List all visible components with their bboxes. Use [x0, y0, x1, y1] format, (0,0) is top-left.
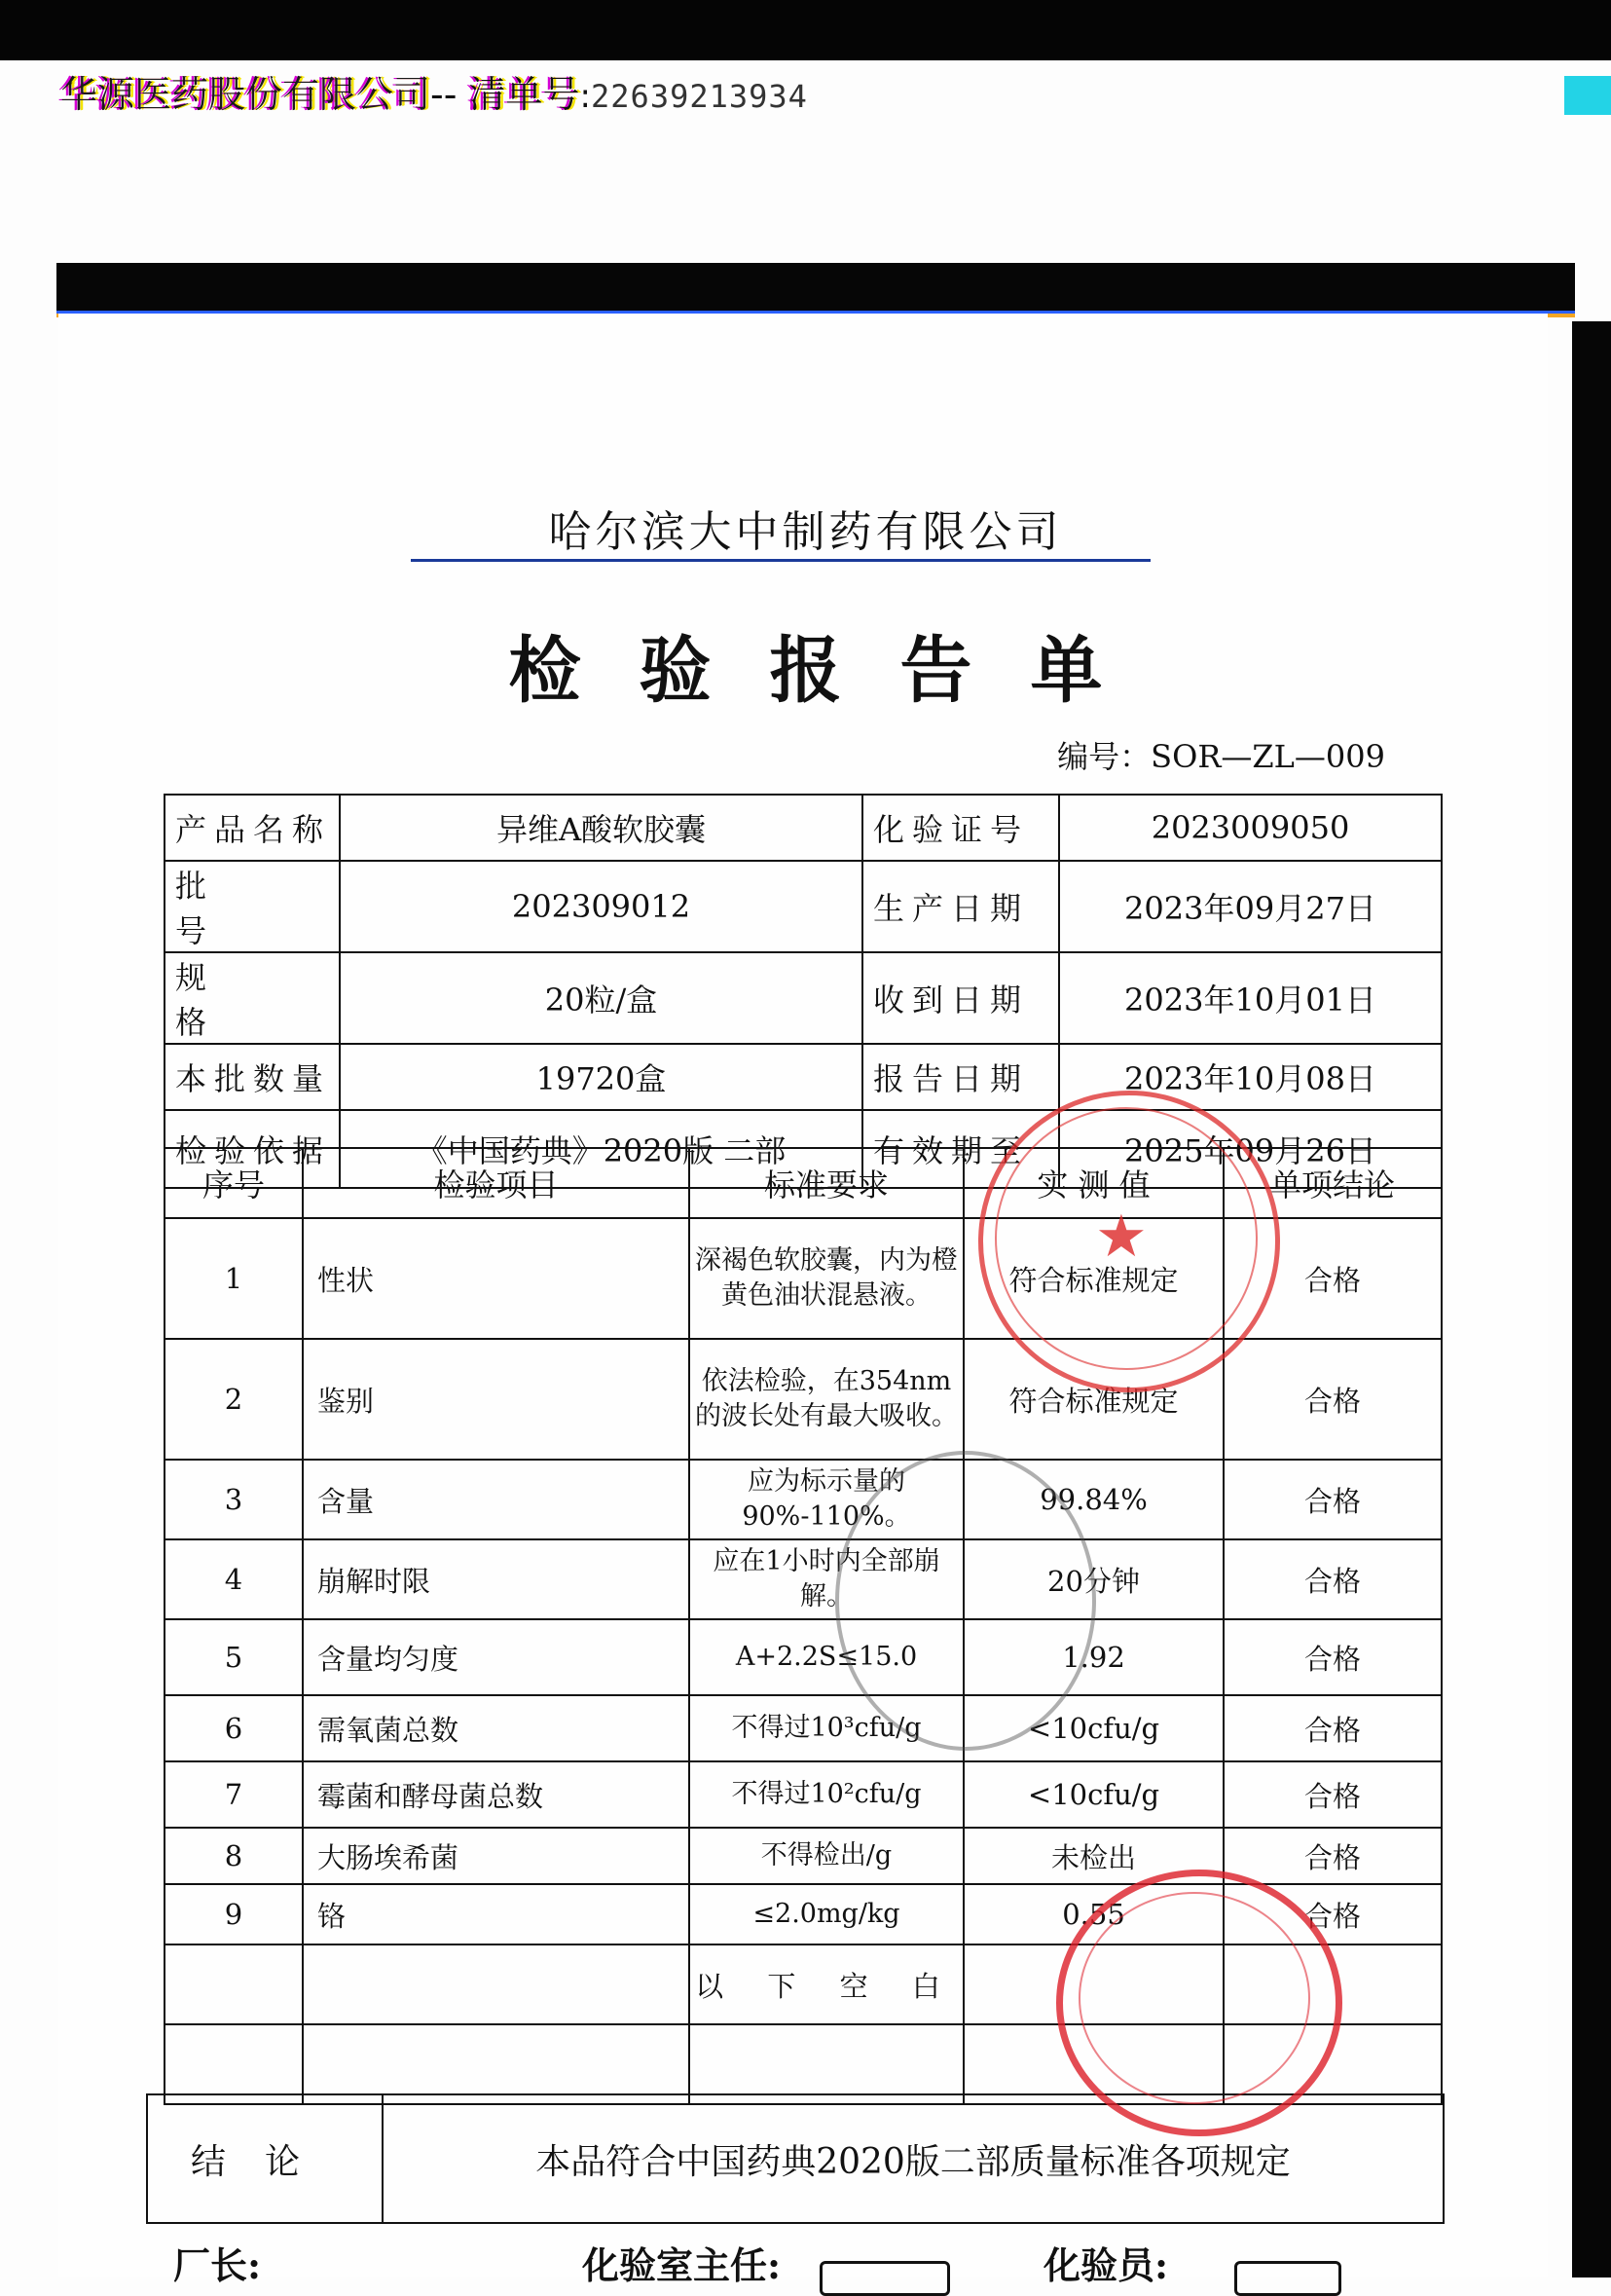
- col-header-no: 序号: [165, 1148, 303, 1218]
- header-separator: --: [430, 73, 469, 116]
- cert-number: 2023009050: [1059, 795, 1442, 861]
- row-item: 霉菌和酵母菌总数: [303, 1761, 689, 1828]
- info-row: [165, 795, 1442, 861]
- col-header-item: 检验项目: [303, 1148, 689, 1218]
- conclusion-label: 结论: [147, 2094, 383, 2223]
- row-no: 2: [165, 1339, 303, 1460]
- table-row: [165, 1619, 1442, 1695]
- list-number-label: 清单号: [468, 73, 580, 116]
- col-header-value: 实 测 值: [964, 1148, 1224, 1218]
- expiry-label: 有效期至: [862, 1110, 1059, 1188]
- blank-cell: [689, 2024, 964, 2104]
- blank-note: 以 下 空 白: [689, 1944, 964, 2024]
- product-name-label: 产品名称: [165, 795, 340, 861]
- row-value: <10cfu/g: [964, 1761, 1224, 1828]
- row-standard: 应为标示量的90%-110%。: [689, 1460, 964, 1539]
- blank-cell: [303, 1944, 689, 2024]
- tester-label: 化验员:: [1043, 2243, 1169, 2287]
- row-item: 大肠埃希菌: [303, 1828, 689, 1884]
- list-number: 22639213934: [591, 78, 808, 115]
- row-value: 20分钟: [964, 1539, 1224, 1619]
- row-result: 合格: [1224, 1339, 1442, 1460]
- received-date-label: 收到日期: [862, 952, 1059, 1044]
- row-value: 未检出: [964, 1828, 1224, 1884]
- row-standard: 应在1小时内全部崩解。: [689, 1539, 964, 1619]
- report-date-label: 报告日期: [862, 1044, 1059, 1110]
- expiry-date: 2025年09月26日: [1059, 1110, 1442, 1188]
- row-result: 合格: [1224, 1828, 1442, 1884]
- distributor-stamp-ring: [1079, 1892, 1310, 2104]
- blank-cell: [165, 1944, 303, 2024]
- row-no: 6: [165, 1695, 303, 1761]
- tester-signature: [1234, 2261, 1341, 2296]
- spec-value: 20粒/盒: [340, 952, 862, 1044]
- star-icon: ★: [1095, 1203, 1148, 1271]
- table-row: [165, 1339, 1442, 1460]
- row-value: 符合标准规定: [964, 1339, 1224, 1460]
- info-row: [165, 952, 1442, 1044]
- row-no: 5: [165, 1619, 303, 1695]
- cert-label: 化验证号: [862, 795, 1059, 861]
- received-date: 2023年10月01日: [1059, 952, 1442, 1044]
- row-value: 0.55: [964, 1884, 1224, 1944]
- row-standard: 依法检验，在354nm的波长处有最大吸收。: [689, 1339, 964, 1460]
- row-result: 合格: [1224, 1460, 1442, 1539]
- row-standard: A+2.2S≤15.0: [689, 1619, 964, 1695]
- row-no: 9: [165, 1884, 303, 1944]
- inspection-stamp-gray: [835, 1451, 1096, 1751]
- distributor-header: [60, 64, 808, 118]
- distributor-company: 华源医药股份有限公司: [60, 73, 431, 116]
- row-no: 1: [165, 1218, 303, 1339]
- row-result: 合格: [1224, 1619, 1442, 1695]
- product-info-table: [164, 794, 1443, 1189]
- row-item: 鉴别: [303, 1339, 689, 1460]
- row-standard: 深褐色软胶囊，内为橙黄色油状混悬液。: [689, 1218, 964, 1339]
- manufacturer-name: 哈尔滨大中制药有限公司: [548, 507, 1063, 557]
- row-no: 8: [165, 1828, 303, 1884]
- basis-value: 《中国药典》2020版 二部: [340, 1110, 862, 1188]
- product-name: 异维A酸软胶囊: [340, 795, 862, 861]
- info-row: [165, 1044, 1442, 1110]
- scan-artifact-accent: [1564, 76, 1611, 115]
- basis-label: 检验依据: [165, 1110, 340, 1188]
- row-value: 符合标准规定: [964, 1218, 1224, 1339]
- row-no: 7: [165, 1761, 303, 1828]
- row-no: 3: [165, 1460, 303, 1539]
- row-result: 合格: [1224, 1884, 1442, 1944]
- manufacturer-underline: [411, 559, 1151, 562]
- col-header-standard: 标准要求: [689, 1148, 964, 1218]
- report-date: 2023年10月08日: [1059, 1044, 1442, 1110]
- document-title: 检验报告单: [508, 629, 1161, 713]
- conclusion-text: 本品符合中国药典2020版二部质量标准各项规定: [383, 2094, 1444, 2223]
- row-value: 99.84%: [964, 1460, 1224, 1539]
- row-result: 合格: [1224, 1218, 1442, 1339]
- table-row: [165, 1761, 1442, 1828]
- table-row: [165, 1460, 1442, 1539]
- row-result: 合格: [1224, 1539, 1442, 1619]
- row-item: 铬: [303, 1884, 689, 1944]
- header-colon: :: [579, 77, 592, 116]
- row-standard: 不得过10³cfu/g: [689, 1695, 964, 1761]
- scan-black-band: [56, 263, 1575, 317]
- production-date-label: 生产日期: [862, 861, 1059, 952]
- row-item: 崩解时限: [303, 1539, 689, 1619]
- row-result: 合格: [1224, 1761, 1442, 1828]
- spec-label: 规格: [165, 952, 340, 1044]
- row-value: 1.92: [964, 1619, 1224, 1695]
- table-row: [165, 1828, 1442, 1884]
- factory-head-label: 厂长:: [173, 2243, 262, 2287]
- row-no: 4: [165, 1539, 303, 1619]
- quantity-value: 19720盒: [340, 1044, 862, 1110]
- batch-label: 批号: [165, 861, 340, 952]
- quantity-label: 本批数量: [165, 1044, 340, 1110]
- blank-cell: [303, 2024, 689, 2104]
- row-item: 含量: [303, 1460, 689, 1539]
- scan-top-border: [0, 0, 1611, 60]
- table-row: [165, 1539, 1442, 1619]
- row-item: 需氧菌总数: [303, 1695, 689, 1761]
- lab-director-label: 化验室主任:: [582, 2243, 782, 2287]
- lab-director-signature: [820, 2261, 950, 2296]
- row-item: 含量均匀度: [303, 1619, 689, 1695]
- table-row: [165, 1695, 1442, 1761]
- row-item: 性状: [303, 1218, 689, 1339]
- col-header-result: 单项结论: [1224, 1148, 1442, 1218]
- row-value: <10cfu/g: [964, 1695, 1224, 1761]
- production-date: 2023年09月27日: [1059, 861, 1442, 952]
- info-row: [165, 861, 1442, 952]
- blank-cell: [165, 2024, 303, 2104]
- row-standard: 不得检出/g: [689, 1828, 964, 1884]
- row-result: 合格: [1224, 1695, 1442, 1761]
- row-standard: 不得过10²cfu/g: [689, 1761, 964, 1828]
- row-standard: ≤2.0mg/kg: [689, 1884, 964, 1944]
- document-serial: 编号：SOR—ZL—009: [1057, 738, 1385, 775]
- batch-number: 202309012: [340, 861, 862, 952]
